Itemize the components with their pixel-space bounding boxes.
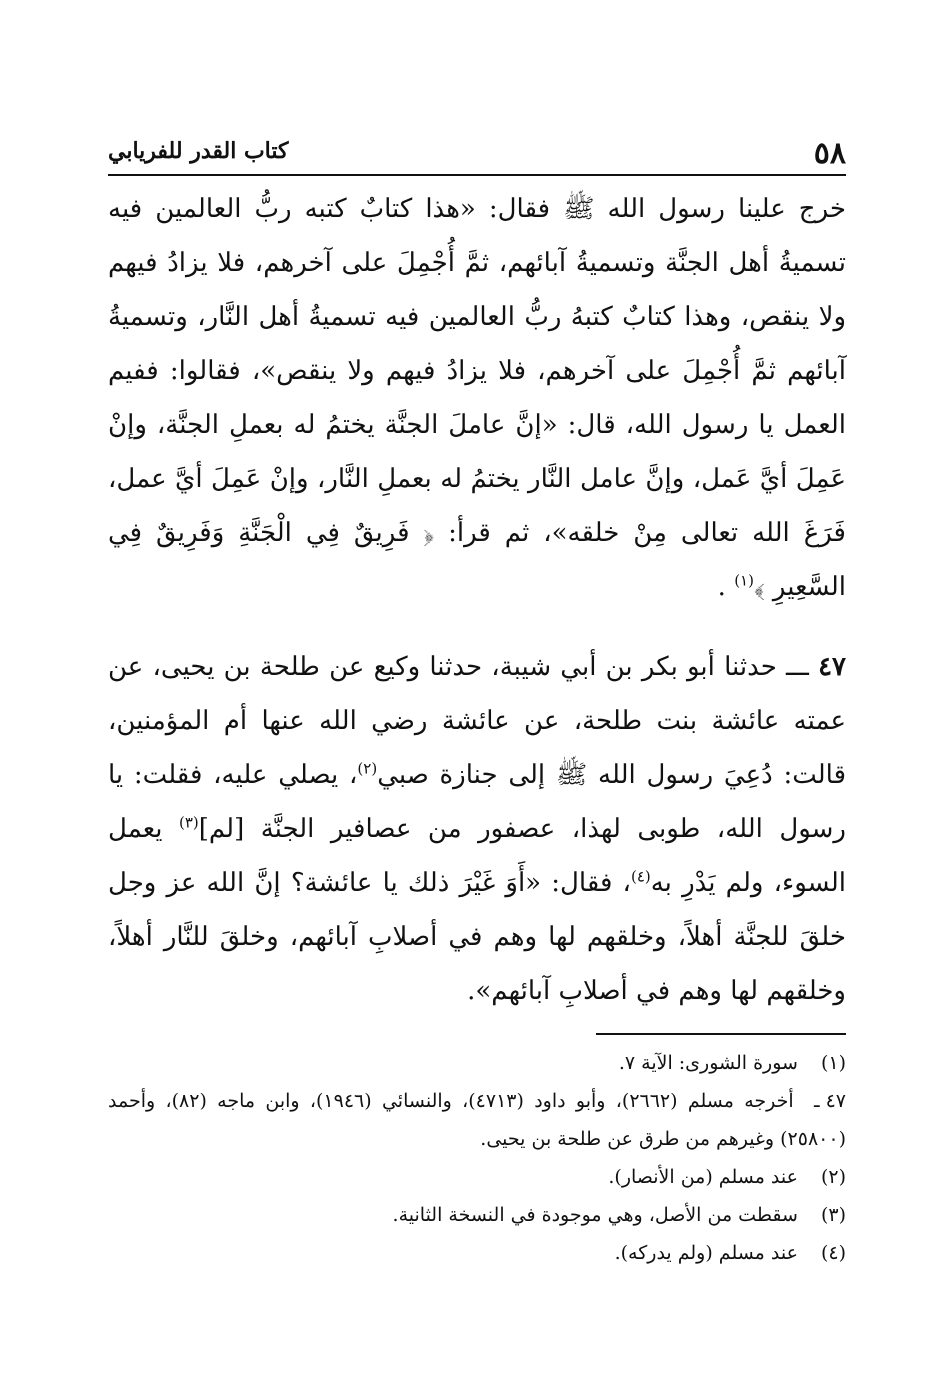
paragraph-hadith-continuation (108, 182, 846, 614)
footnote-2 (108, 1158, 846, 1196)
footnote-ref: (٢) (357, 759, 378, 778)
main-text (108, 182, 846, 1018)
header-rule (108, 174, 846, 176)
footnote-text: عند مسلم (ولم يدركه). (614, 1242, 798, 1264)
footnote-3 (108, 1196, 846, 1234)
footnote-mark: ٤٧ ـ (813, 1090, 846, 1112)
paragraph-text: ، يصلي عليه، فقلت: يا رسول الله، طوبى لهذا، عصفور من عصافير الجنَّة [لم] (108, 760, 846, 844)
paragraph-text: ـــ حدثنا أبو بكر بن أبي شيبة، حدثنا وكيع عن طلحة بن يحيى، عن عمته عائشة بنت طلحة، عن عائشة رضي الله عنها أم المؤمنين، قالت: دُعِيَ رسول الله ﷺ إلى جنازة صبي (108, 652, 847, 790)
paragraph-hadith-47 (108, 640, 846, 1018)
footnote-mark: (٤) (820, 1242, 846, 1264)
footnote-separator (596, 1033, 846, 1035)
footnote-ref: (٣) (178, 813, 199, 832)
paragraph-text: يعمل السوء، ولم يَدْرِ به (108, 814, 846, 898)
footnote-4 (108, 1234, 846, 1272)
footnote-1 (108, 1044, 846, 1082)
footnote-mark: (٢) (820, 1166, 846, 1188)
paragraph-text: ، فقال: «أَوَ غَيْرَ ذلك يا عائشة؟ إنَّ الله عز وجل خلقَ للجنَّة أهلاً، وخلقهم لها وهم في أصلابِ آبائهم، وخلقَ للنَّار أهلاً، وخلقهم لها وهم في أصلابِ آبائهم». (108, 868, 846, 1006)
footnote-text: أخرجه مسلم (٢٦٦٢)، وأبو داود (٤٧١٣)، والنسائي (١٩٤٦)، وابن ماجه (٨٢)، وأحمد (٢٥٨٠٠) وغيرهم من طرق عن طلحة بن يحيى. (108, 1090, 846, 1150)
footnote-text: سقطت من الأصل، وهي موجودة في النسخة الثانية. (392, 1204, 798, 1226)
paragraph-text: . (717, 572, 735, 602)
footnote-ref: (٤) (630, 867, 651, 886)
footnote-text: عند مسلم (من الأنصار). (608, 1166, 798, 1188)
footnote-ref: (١) (734, 571, 754, 590)
page-number: ٥٨ (813, 136, 846, 171)
paragraph-text: خرج علينا رسول الله ﷺ فقال: «هذا كتابٌ كتبه ربُّ العالمين فيه تسميةُ أهل الجنَّة وتسميةُ آبائهم، ثمَّ أُجْمِلَ على آخرهم، فلا يزادُ فيهم ولا ينقص، وهذا كتابٌ كتبهُ ربُّ العالمين فيه تسميةُ أهل النَّار، وتسميةُ آبائهم ثمَّ أُجْمِلَ على آخرهم، فلا يزادُ فيهم ولا ينقص»، فقالوا: ففيم العمل يا رسول الله، قال: «إنَّ عاملَ الجنَّة يختمُ له بعملِ الجنَّة، وإنْ عَمِلَ أيَّ عَمل، وإنَّ عامل النَّار يختمُ له بعملِ النَّار، وإنْ عَمِلَ أيَّ عمل، فَرَغَ الله تعالى مِنْ خلقه»، ثم قرأ: ﴿ فَرِيقٌ فِي الْجَنَّةِ وَفَرِيقٌ فِي السَّعِيرِ ﴾ (108, 194, 846, 602)
footnote-mark: (١) (820, 1052, 846, 1074)
footnote-mark: (٣) (820, 1204, 846, 1226)
running-title: كتاب القدر للفريابي (108, 138, 289, 164)
footnote-text: سورة الشورى: الآية ٧. (618, 1052, 798, 1074)
page-header (108, 132, 846, 172)
footnotes (108, 1044, 846, 1272)
footnote-47 (108, 1082, 846, 1158)
hadith-number: ٤٧ (818, 652, 846, 682)
